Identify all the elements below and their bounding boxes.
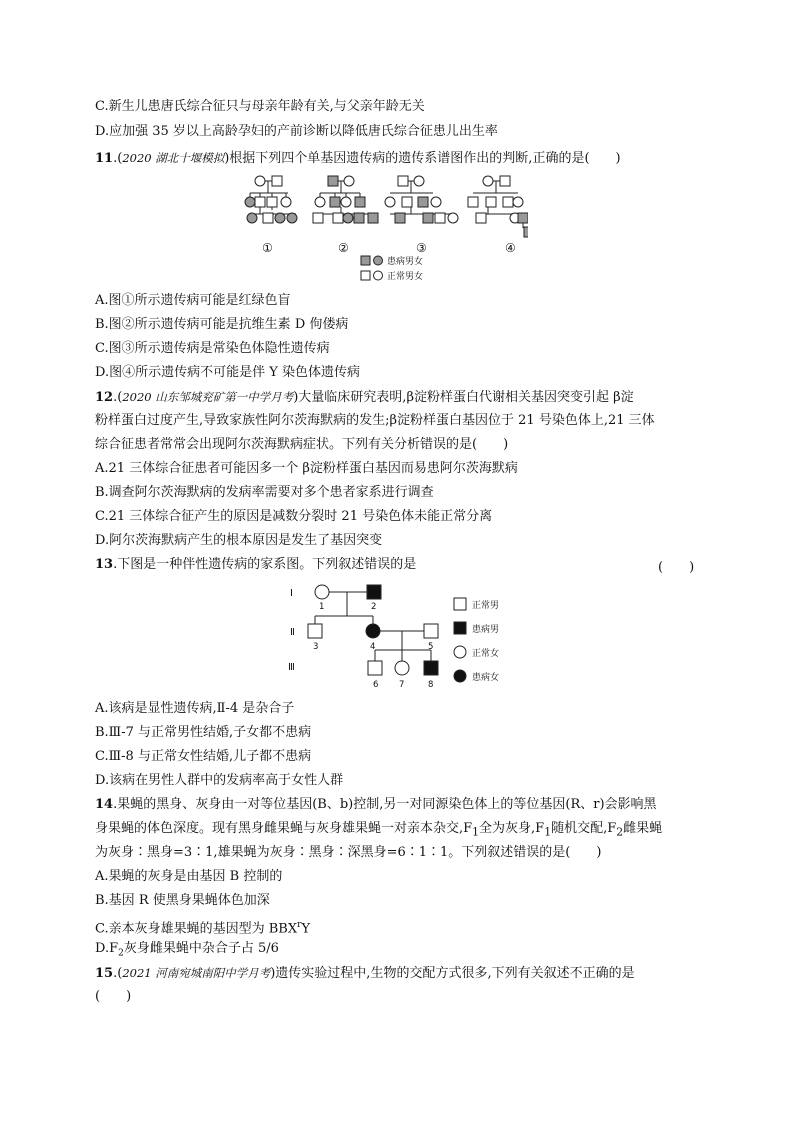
- text-part: Y: [301, 921, 311, 937]
- question-text: )大量临床研究表明,β淀粉样蛋白代谢相关基因突变引起 β淀: [293, 390, 634, 405]
- q12-option-c: C.21 三体综合征产生的原因是减数分裂时 21 号染色体未能正常分离: [95, 509, 493, 524]
- question-12-stem-3: 综合征患者常常会出现阿尔茨海默病症状。下列有关分析错误的是( ): [95, 437, 509, 452]
- question-12-stem-1: [95, 388, 634, 407]
- q13-option-b: B.Ⅲ-7 与正常男性结婚,子女都不患病: [95, 725, 312, 740]
- paren-open: .(: [113, 390, 123, 405]
- question-number: 15: [95, 966, 114, 981]
- generation-3: Ⅲ: [288, 662, 295, 673]
- id-6: 6: [373, 680, 379, 690]
- text-part: D.F: [95, 941, 119, 956]
- question-number: 12: [95, 390, 114, 405]
- q11-option-c: C.图③所示遗传病是常染色体隐性遗传病: [95, 341, 330, 356]
- q11-option-d: D.图④所示遗传病不可能是伴 Y 染色体遗传病: [95, 365, 360, 380]
- subscript: 1: [544, 825, 552, 839]
- question-number: 14: [95, 797, 114, 812]
- q14-option-d: [95, 940, 279, 963]
- text-part: 随机交配,F: [551, 821, 617, 836]
- subscript: 1: [472, 825, 480, 839]
- subscript: 2: [118, 948, 124, 959]
- question-text: .果蝇的黑身、灰身由一对等位基因(B、b)控制,另一对同源染色体上的等位基因(R、r)会影响黑: [113, 797, 657, 812]
- paren-open: .(: [113, 151, 123, 166]
- id-7: 7: [399, 680, 405, 690]
- text-part: 灰身雌果蝇中杂合子占 5/6: [123, 941, 279, 956]
- q12-option-a: A.21 三体综合征患者可能因多一个 β淀粉样蛋白基因而易患阿尔茨海默病: [95, 461, 518, 476]
- subscript: 2: [616, 825, 624, 839]
- question-source: 2020 湖北十堰模拟: [122, 151, 225, 165]
- legend-affected-female: 患病女: [472, 673, 500, 683]
- question-15-stem: [95, 964, 635, 983]
- q12-option-d: D.阿尔茨海默病产生的根本原因是发生了基因突变: [95, 533, 383, 548]
- q14-option-a: A.果蝇的灰身是由基因 B 控制的: [95, 869, 283, 884]
- legend-normal-male: 正常男: [472, 601, 500, 611]
- superscript: r: [297, 920, 302, 930]
- id-5: 5: [428, 642, 434, 652]
- question-13-stem: [95, 556, 416, 574]
- question-14-stem-1: [95, 796, 657, 814]
- answer-paren: ( ): [95, 989, 132, 1004]
- pedigree-figure-q11: [228, 170, 528, 285]
- legend-normal-female: 正常女: [472, 649, 500, 659]
- q11-option-a: A.图①所示遗传病可能是红绿色盲: [95, 293, 291, 308]
- question-text: )根据下列四个单基因遗传病的遗传系谱图作出的判断,正确的是( ): [224, 151, 621, 166]
- question-14-stem-3: 为灰身∶黑身=3∶1,雄果蝇为灰身∶黑身∶深黑身=6∶1∶1。下列叙述错误的是( ): [95, 845, 602, 860]
- q13-option-a: A.该病是显性遗传病,Ⅱ-4 是杂合子: [95, 701, 295, 716]
- question-text: )遗传实验过程中,生物的交配方式很多,下列有关叙述不正确的是: [270, 966, 635, 981]
- fig-label-1: ①: [262, 241, 273, 255]
- question-number: 11: [95, 151, 114, 166]
- q13-option-d: D.该病在男性人群中的发病率高于女性人群: [95, 773, 344, 788]
- legend-normal: 正常男女: [387, 272, 424, 282]
- id-1: 1: [319, 602, 325, 612]
- q12-option-b: B.调查阿尔茨海默病的发病率需要对多个患者家系进行调查: [95, 485, 434, 500]
- text-part: 雌果蝇: [623, 821, 663, 836]
- pedigree-figure-q13: [285, 580, 515, 695]
- option-d-previous: D.应加强 35 岁以上高龄孕妇的产前诊断以降低唐氏综合征患儿出生率: [95, 124, 498, 139]
- q11-option-b: B.图②所示遗传病可能是抗维生素 D 佝偻病: [95, 317, 349, 332]
- q14-option-c: [95, 916, 310, 938]
- id-3: 3: [313, 642, 319, 652]
- question-number: 13: [95, 557, 114, 572]
- option-c-previous: C.新生儿患唐氏综合征只与母亲年龄有关,与父亲年龄无关: [95, 99, 425, 114]
- question-source: 2020 山东邹城兖矿第一中学月考: [122, 390, 294, 404]
- generation-1: Ⅰ: [290, 588, 293, 599]
- text-part: 身果蝇的体色深度。现有黑身雌果蝇与灰身雄果蝇一对亲本杂交,F: [95, 821, 473, 836]
- fig-label-2: ②: [338, 241, 349, 255]
- answer-paren: ( ): [658, 560, 695, 575]
- generation-2: Ⅱ: [290, 627, 295, 638]
- q13-option-c: C.Ⅲ-8 与正常女性结婚,儿子都不患病: [95, 749, 312, 764]
- question-14-stem-2: [95, 820, 662, 842]
- id-4: 4: [370, 642, 376, 652]
- question-11-stem: [95, 149, 621, 168]
- question-12-stem-2: 粉样蛋白过度产生,导致家族性阿尔茨海默病的发生;β淀粉样蛋白基因位于 21 号染色体上,21 三体: [95, 413, 655, 428]
- legend-affected: 患病男女: [387, 257, 424, 267]
- text-part: 全为灰身,F: [479, 821, 545, 836]
- fig-label-3: ③: [416, 241, 427, 255]
- id-2: 2: [371, 602, 377, 612]
- q14-option-b: B.基因 R 使黑身果蝇体色加深: [95, 893, 270, 908]
- question-source: 2021 河南宛城南阳中学月考: [122, 966, 271, 980]
- legend-affected-male: 患病男: [472, 625, 500, 635]
- fig-label-4: ④: [505, 241, 516, 255]
- paren-open: .(: [113, 966, 123, 981]
- text-part: C.亲本灰身雄果蝇的基因型为 BBX: [95, 921, 298, 937]
- id-8: 8: [428, 680, 434, 690]
- question-text: .下图是一种伴性遗传病的家系图。下列叙述错误的是: [113, 557, 417, 572]
